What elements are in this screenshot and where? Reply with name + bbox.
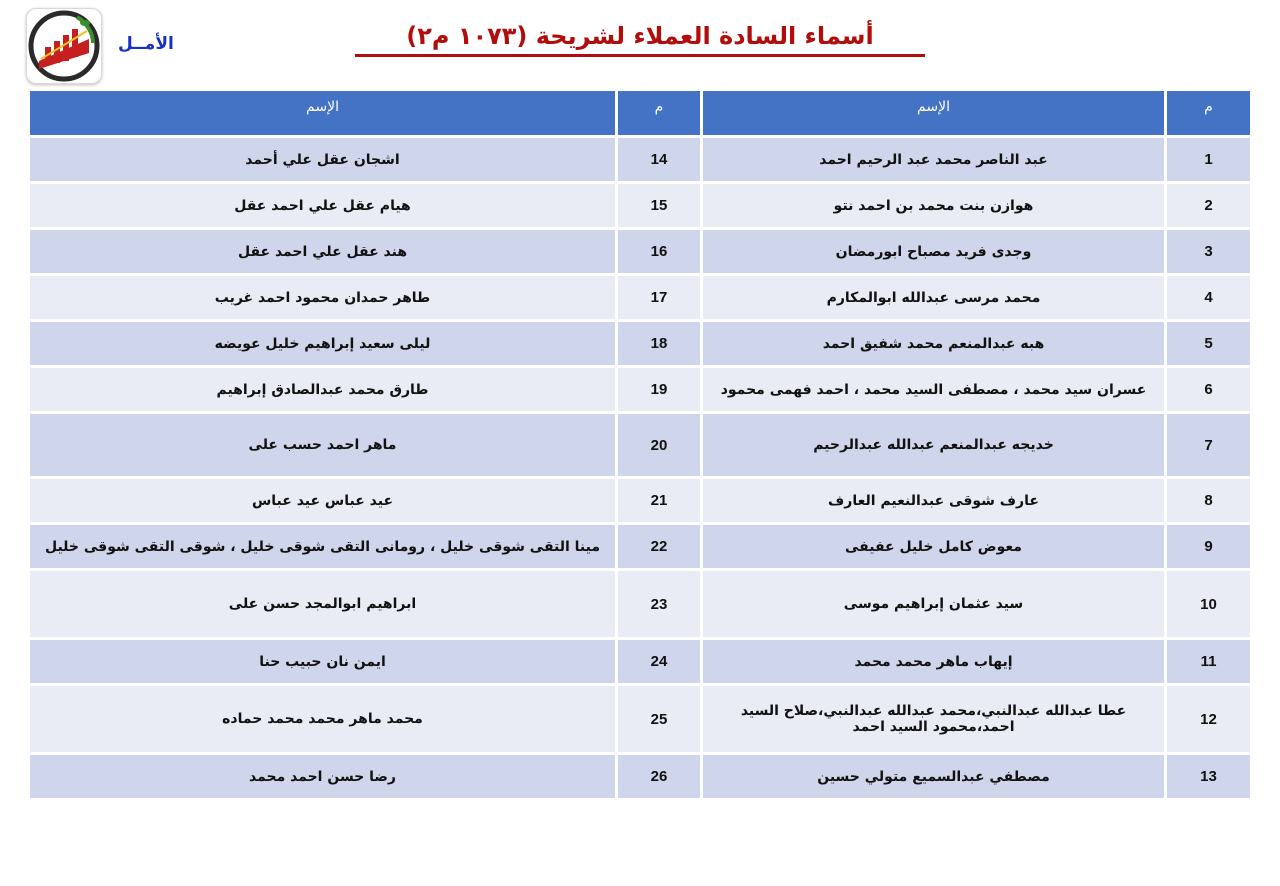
column-header-number: م xyxy=(1167,91,1250,135)
row-number: 6 xyxy=(1167,368,1250,411)
customer-name: هيام عقل علي احمد عقل xyxy=(30,184,615,227)
row-number: 21 xyxy=(618,479,700,522)
row-number: 16 xyxy=(618,230,700,273)
row-number: 24 xyxy=(618,640,700,683)
customer-name: مينا التقى شوقى خليل ، رومانى التقى شوقى خليل ، شوقى التقى شوقى خليل xyxy=(30,525,615,568)
customer-name: محمد ماهر محمد محمد حماده xyxy=(30,686,615,752)
customer-name: ابراهيم ابوالمجد حسن على xyxy=(30,571,615,637)
customer-name: وجدى فريد مصباح ابورمضان xyxy=(703,230,1164,273)
customer-name: معوض كامل خليل عفيفى xyxy=(703,525,1164,568)
row-number: 4 xyxy=(1167,276,1250,319)
customer-name: مصطفي عبدالسميع متولي حسين xyxy=(703,755,1164,798)
brand-name: الأمــل xyxy=(118,34,174,54)
customer-name: اشجان عقل علي أحمد xyxy=(30,138,615,181)
row-number: 17 xyxy=(618,276,700,319)
row-number: 8 xyxy=(1167,479,1250,522)
row-number: 9 xyxy=(1167,525,1250,568)
row-number: 12 xyxy=(1167,686,1250,752)
table-row xyxy=(30,640,1250,683)
customer-name: عارف شوقى عبدالنعيم العارف xyxy=(703,479,1164,522)
row-number: 7 xyxy=(1167,414,1250,476)
customer-name: عبد الناصر محمد عبد الرحيم احمد xyxy=(703,138,1164,181)
column-header-name-2: الإسم xyxy=(30,91,615,135)
row-number: 15 xyxy=(618,184,700,227)
customer-name: عطا عبدالله عبدالنبي،محمد عبدالله عبدالنبي،صلاح السيد احمد،محمود السيد احمد xyxy=(703,686,1164,752)
customer-name: ايمن نان حبيب حنا xyxy=(30,640,615,683)
customer-name: ليلى سعيد إبراهيم خليل عويضه xyxy=(30,322,615,365)
row-number: 25 xyxy=(618,686,700,752)
column-header-number-2: م xyxy=(618,91,700,135)
table-row xyxy=(30,479,1250,522)
row-number: 3 xyxy=(1167,230,1250,273)
page-header xyxy=(0,0,1280,88)
column-header-name: الإسم xyxy=(703,91,1164,135)
table-header-row xyxy=(30,91,1250,135)
customer-name: هبه عبدالمنعم محمد شفيق احمد xyxy=(703,322,1164,365)
page-title: أسماء السادة العملاء لشريحة (١٠٧٣ م٢) xyxy=(355,22,925,57)
row-number: 23 xyxy=(618,571,700,637)
table-row xyxy=(30,276,1250,319)
company-logo xyxy=(26,8,102,84)
row-number: 13 xyxy=(1167,755,1250,798)
table-row xyxy=(30,525,1250,568)
customer-name: خديجه عبدالمنعم عبدالله عبدالرحيم xyxy=(703,414,1164,476)
customer-name: محمد مرسى عبدالله ابوالمكارم xyxy=(703,276,1164,319)
table-row xyxy=(30,686,1250,752)
customer-name: طارق محمد عبدالصادق إبراهيم xyxy=(30,368,615,411)
row-number: 11 xyxy=(1167,640,1250,683)
customer-name: ماهر احمد حسب على xyxy=(30,414,615,476)
row-number: 26 xyxy=(618,755,700,798)
customer-name: هوازن بنت محمد بن احمد نتو xyxy=(703,184,1164,227)
row-number: 18 xyxy=(618,322,700,365)
row-number: 22 xyxy=(618,525,700,568)
customer-name: سيد عثمان إبراهيم موسى xyxy=(703,571,1164,637)
row-number: 5 xyxy=(1167,322,1250,365)
table-row xyxy=(30,571,1250,637)
row-number: 10 xyxy=(1167,571,1250,637)
row-number: 2 xyxy=(1167,184,1250,227)
customer-name: عسران سيد محمد ، مصطفى السيد محمد ، احمد فهمى محمود xyxy=(703,368,1164,411)
table-row xyxy=(30,414,1250,476)
customer-name: هند عقل علي احمد عقل xyxy=(30,230,615,273)
table-row xyxy=(30,138,1250,181)
table-row xyxy=(30,230,1250,273)
customer-name: إيهاب ماهر محمد محمد xyxy=(703,640,1164,683)
row-number: 14 xyxy=(618,138,700,181)
row-number: 19 xyxy=(618,368,700,411)
customer-name: رضا حسن احمد محمد xyxy=(30,755,615,798)
row-number: 20 xyxy=(618,414,700,476)
row-number: 1 xyxy=(1167,138,1250,181)
customer-name: عيد عباس عيد عباس xyxy=(30,479,615,522)
customer-name: طاهر حمدان محمود احمد غريب xyxy=(30,276,615,319)
table-row xyxy=(30,184,1250,227)
customer-table xyxy=(27,88,1253,801)
table-row xyxy=(30,322,1250,365)
table-row xyxy=(30,368,1250,411)
table-row xyxy=(30,755,1250,798)
